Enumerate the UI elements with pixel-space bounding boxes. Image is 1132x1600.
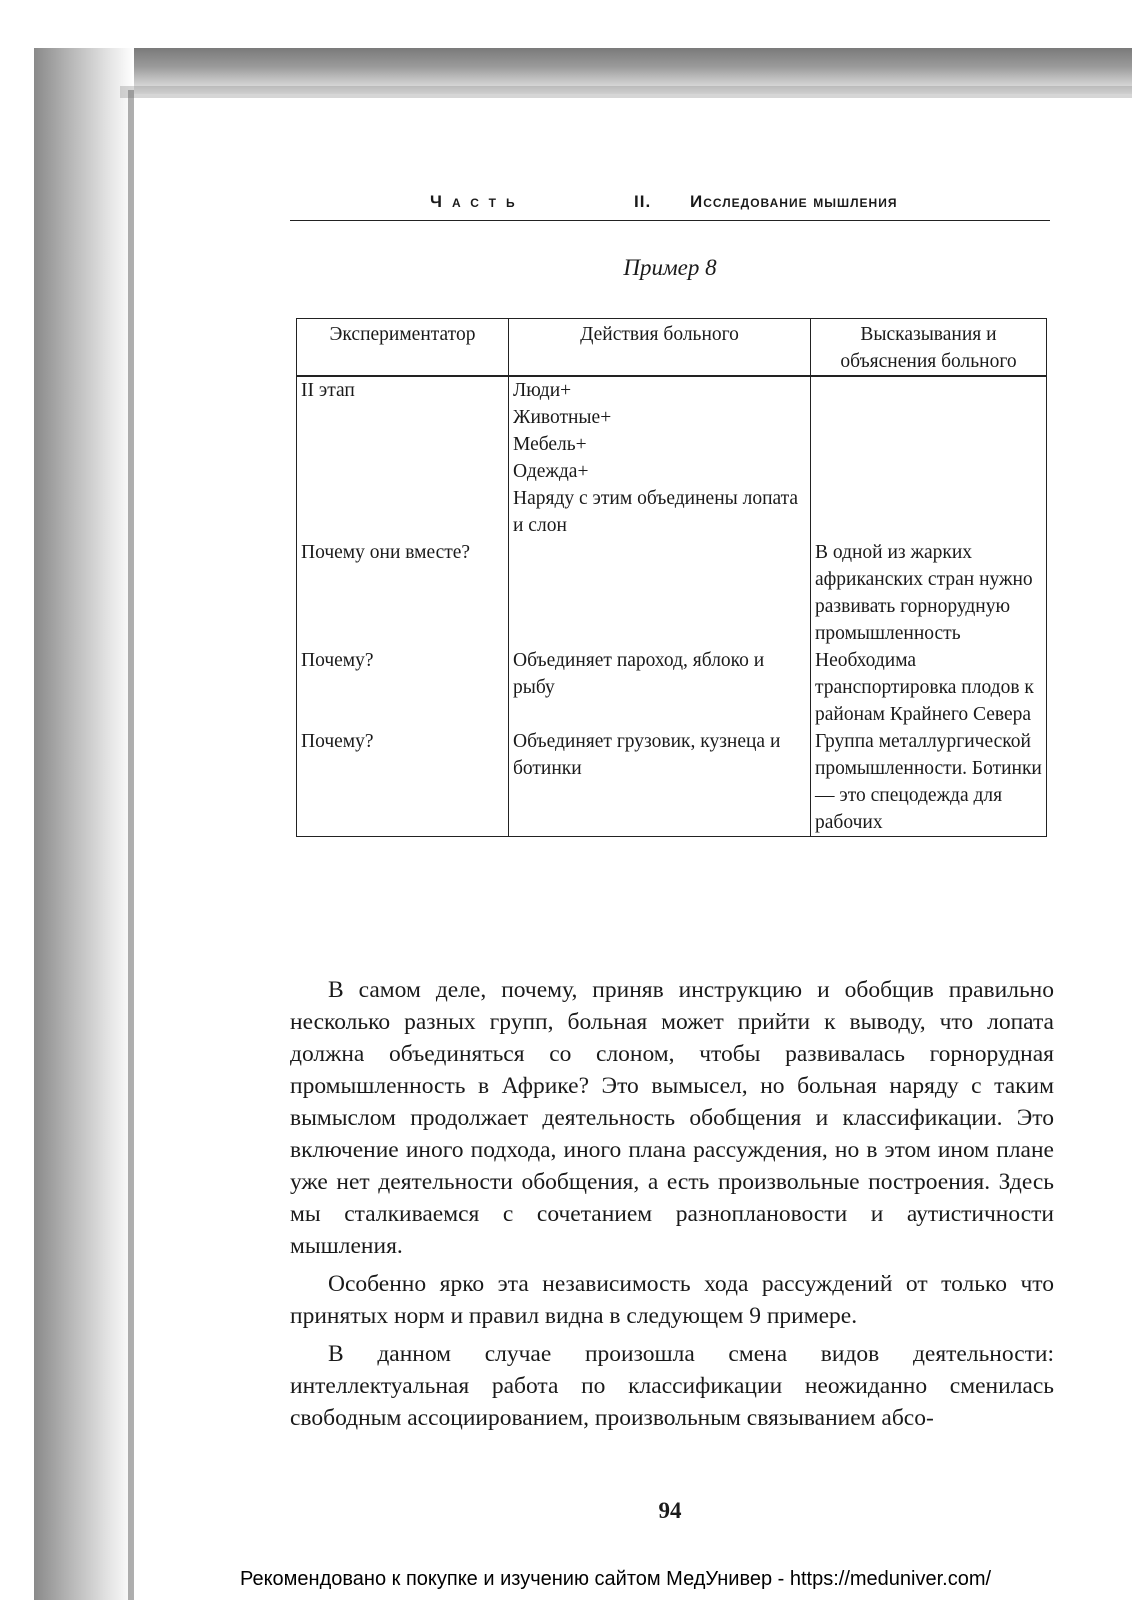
scan-page-fold: [128, 90, 134, 1600]
cell-statements: Группа металлургической промышленности. Ботинки — это спецодежда для рабочих: [811, 728, 1047, 837]
example-title: Пример 8: [623, 255, 717, 280]
table-row: [297, 539, 1047, 647]
cell-experimenter: Почему?: [297, 647, 509, 728]
running-head: [290, 190, 1050, 221]
running-head-part: Часть: [430, 192, 525, 211]
example-table: [296, 318, 1047, 837]
header-experimenter: Экспериментатор: [297, 319, 509, 377]
table-row: [297, 376, 1047, 539]
table-row: [297, 728, 1047, 837]
cell-statements: Необходима транспортировка плодов к районам Крайнего Севера: [811, 647, 1047, 728]
footer-watermark-link[interactable]: Рекомендовано к покупке и изучению сайтом МедУнивер - https://meduniver.com/: [240, 1568, 992, 1590]
body-text: [290, 974, 1054, 1434]
scan-page-edge: [120, 86, 1132, 98]
page-number: 94: [658, 1498, 682, 1523]
cell-actions: [509, 539, 811, 647]
table-body: [297, 376, 1047, 837]
cell-actions: Объединяет пароход, яблоко и рыбу: [509, 647, 811, 728]
cell-experimenter: II этап: [297, 376, 509, 539]
cell-experimenter: Почему они вместе?: [297, 539, 509, 647]
cell-statements: [811, 376, 1047, 539]
scan-shadow-left: [34, 48, 134, 1600]
running-head-title: Исследование мышления: [690, 192, 898, 211]
cell-statements: В одной из жарких африканских стран нужно развивать горнорудную промышленность: [811, 539, 1047, 647]
header-patient-actions: Действия больного: [509, 319, 811, 377]
table-row: [297, 647, 1047, 728]
running-head-number: II.: [634, 192, 652, 211]
cell-experimenter: Почему?: [297, 728, 509, 837]
paragraph: В данном случае произошла смена видов деятельности: интеллектуальная работа по классификации неожиданно сменилась свободным ассоциированием, произвольным связыванием абсо-: [290, 1341, 1054, 1431]
cell-actions: Люди+ Животные+ Мебель+ Одежда+ Наряду с этим объединены лопата и слон: [509, 376, 811, 539]
paragraph: В самом деле, почему, приняв инструкцию и обобщив правильно несколько разных групп, больная может прийти к выводу, что лопата должна объединяться со слоном, чтобы развивалась горнорудная промышленность в Африке? Это вымысел, но больная наряду с таким вымыслом продолжает деятельность обобщения и классификации. Это включение иного подхода, иного плана рассуждения, но в этом ином плане уже нет деятельности обобщения, а есть произвольные построения. Здесь мы сталкиваемся с сочетанием разноплановости и аутистичности мышления.: [290, 977, 1054, 1259]
header-patient-statements: Высказывания и объяснения больного: [811, 319, 1047, 377]
table-header: [297, 319, 1047, 377]
paragraph: Особенно ярко эта независимость хода рассуждений от только что принятых норм и правил видна в следующем 9 примере.: [290, 1271, 1054, 1329]
table-header-row: [297, 319, 1047, 377]
cell-actions: Объединяет грузовик, кузнеца и ботинки: [509, 728, 811, 837]
